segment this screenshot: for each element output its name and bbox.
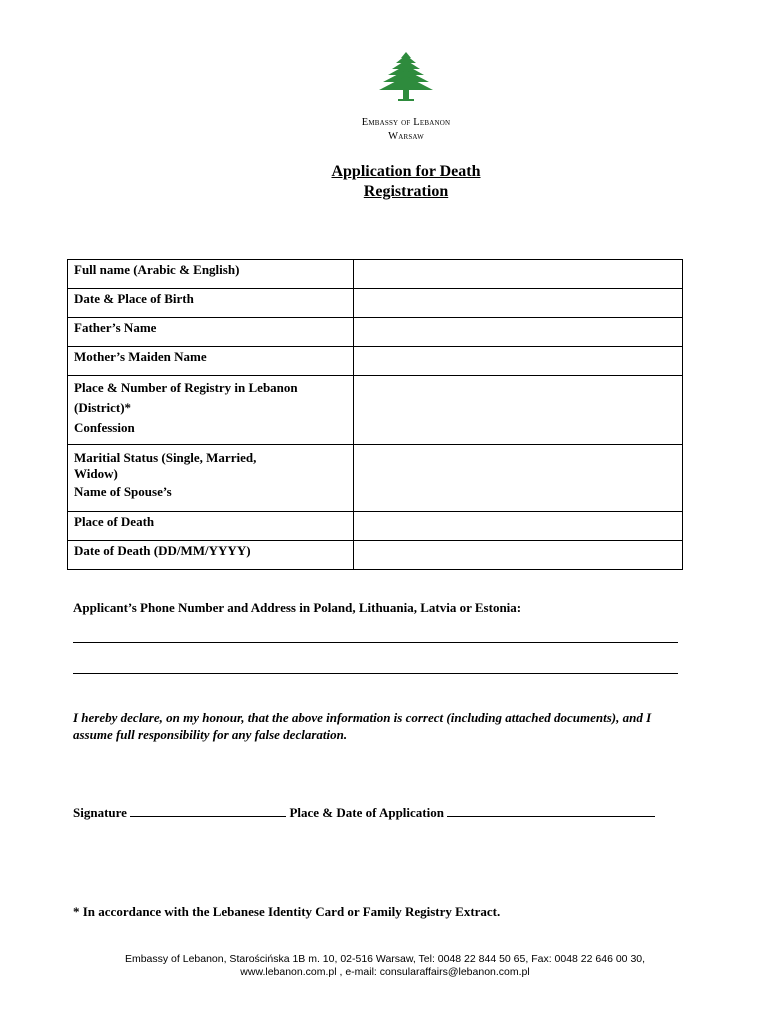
- place-date-label: Place & Date of Application: [289, 805, 444, 820]
- place-date-field[interactable]: [447, 804, 655, 817]
- applicant-contact-line-2[interactable]: [73, 673, 678, 674]
- field-label: Father’s Name: [74, 320, 157, 335]
- footnote: * In accordance with the Lebanese Identity Card or Family Registry Extract.: [73, 904, 501, 919]
- applicant-contact-label: Applicant’s Phone Number and Address in Poland, Lithuania, Latvia or Estonia:: [73, 600, 522, 615]
- applicant-contact-line-1[interactable]: [73, 642, 678, 643]
- form-row-registry: [68, 376, 683, 445]
- field-label: Date & Place of Birth: [74, 291, 194, 306]
- date-of-death-field[interactable]: [354, 541, 683, 570]
- declaration-text: I hereby declare, on my honour, that the above information is correct (including attached documents), and I assume full responsibility for any false declaration.: [73, 710, 652, 742]
- form-row-place-of-death: [68, 512, 683, 541]
- cedar-tree-icon: [378, 52, 434, 102]
- field-label: Mother’s Maiden Name: [74, 349, 207, 364]
- title-line-1: Application for Death: [331, 163, 481, 180]
- field-label: Full name (Arabic & English): [74, 262, 240, 277]
- signature-row: [73, 804, 683, 821]
- father-name-field[interactable]: [354, 318, 683, 347]
- form-row-full-name: [68, 260, 683, 289]
- field-label-spouse: Name of Spouse’s: [74, 484, 172, 499]
- footer-address: Embassy of Lebanon, Starościńska 1B m. 10, 02-516 Warsaw, Tel: 0048 22 844 50 65, Fax: 0048 22 646 00 30,: [124, 953, 646, 965]
- field-label-confession: Confession: [74, 420, 135, 435]
- embassy-name: Embassy of Lebanon: [361, 117, 451, 128]
- field-label: Place of Death: [74, 514, 155, 529]
- embassy-heading: [0, 116, 770, 144]
- birth-date-place-field[interactable]: [354, 289, 683, 318]
- page-footer: [0, 953, 770, 979]
- form-row-father: [68, 318, 683, 347]
- mother-maiden-name-field[interactable]: [354, 347, 683, 376]
- field-label-continued: Widow): [74, 466, 118, 481]
- form-row-date-of-death: [68, 541, 683, 570]
- field-label: Maritial Status (Single, Married,: [74, 450, 257, 465]
- field-label-continued: (District)*: [74, 400, 132, 415]
- signature-label: Signature: [73, 805, 127, 820]
- full-name-field[interactable]: [354, 260, 683, 289]
- place-of-death-field[interactable]: [354, 512, 683, 541]
- form-row-birth: [68, 289, 683, 318]
- registry-confession-field[interactable]: [354, 376, 683, 445]
- field-label: Date of Death (DD/MM/YYYY): [74, 543, 251, 558]
- page-title: [0, 162, 770, 202]
- embassy-city: Warsaw: [388, 131, 424, 142]
- registration-form-table: [67, 259, 683, 570]
- marital-spouse-field[interactable]: [354, 445, 683, 512]
- form-row-mother: [68, 347, 683, 376]
- field-label: Place & Number of Registry in Lebanon: [74, 380, 298, 395]
- signature-field[interactable]: [130, 804, 286, 817]
- form-row-marital: [68, 445, 683, 512]
- footer-contact: www.lebanon.com.pl , e-mail: consularaffairs@lebanon.com.pl: [240, 966, 530, 978]
- title-line-2: Registration: [363, 183, 449, 200]
